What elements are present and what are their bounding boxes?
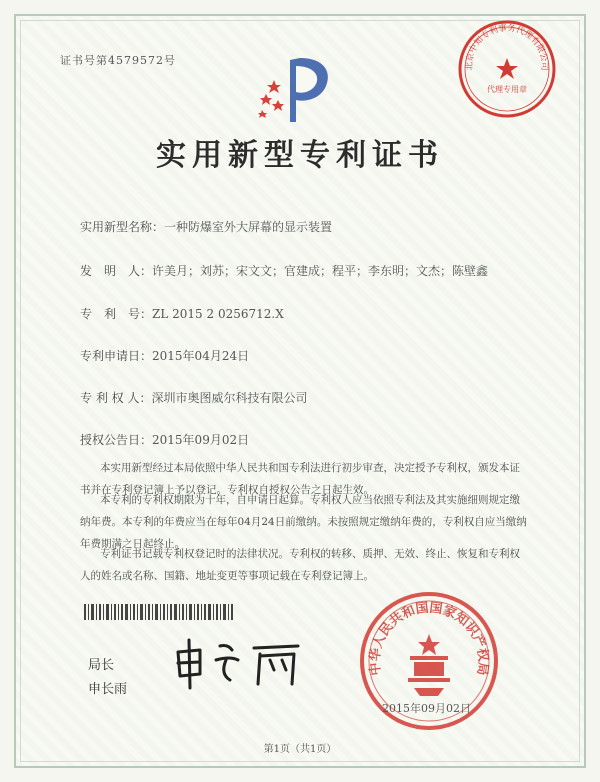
- barcode: [84, 604, 234, 620]
- utility-model-name-row: [80, 218, 332, 235]
- filing-date-value: 2015年04月24日: [152, 349, 250, 363]
- patent-office-logo: [252, 50, 342, 130]
- paragraph-legal-status: 专利证书记载专利权登记时的法律状况。专利权的转移、质押、无效、终止、恢复和专利权人的姓名或名称、国籍、地址变更等事项记载在专利登记簿上。: [80, 548, 520, 582]
- inventor-value: 许美月；刘苏；宋文文；官建成；程平；李东明；文杰；陈壁鑫: [152, 264, 489, 278]
- svg-text:北京中知专利事务代理有限公司: 北京中知专利事务代理有限公司: [464, 23, 550, 71]
- patentee-value: 深圳市奥图威尔科技有限公司: [151, 391, 308, 405]
- page-footer: 第1页（共1页）: [263, 744, 337, 755]
- grant-date-row: [80, 431, 249, 448]
- inventor-row: [80, 262, 488, 279]
- certificate-number: 证书号第4579572号: [60, 54, 176, 67]
- utility-model-name-value: 一种防爆室外大屏幕的显示装置: [164, 220, 333, 234]
- director-name: 申长雨: [88, 682, 128, 697]
- paragraph-term: 本专利的专利权期限为十年，自申请日起算。专利权人应当依照专利法及其实施细则规定缴纳年费。本专利的年费应当在每年04月24日前缴纳。未按照规定缴纳年费的，专利权自应当缴纳年费期满之日起终止。: [80, 494, 527, 550]
- svg-text:中华人民共和国国家知识产权局: 中华人民共和国国家知识产权局: [367, 600, 491, 677]
- inventor-label: 发 明 人：: [80, 264, 153, 278]
- paragraph-grant: 本实用新型经过本局依照中华人民共和国专利法进行初步审查，决定授予专利权，颁发本证书并在专利登记簿上予以登记。专利权自授权公告之日起生效。: [80, 462, 520, 496]
- filing-date-label: 专利申请日：: [80, 349, 153, 363]
- patentee-row: [80, 389, 307, 406]
- filing-date-row: [80, 347, 249, 364]
- utility-model-name-label: 实用新型名称：: [80, 220, 165, 234]
- patent-number-value: ZL 2015 2 0256712.X: [152, 307, 284, 321]
- handwritten-signature: [170, 634, 310, 690]
- certificate-title: 实用新型专利证书: [156, 138, 444, 173]
- patent-number-label: 专 利 号：: [80, 307, 153, 321]
- grant-date-value: 2015年09月02日: [152, 433, 250, 447]
- stamp-date: 2015年09月02日: [382, 702, 471, 715]
- patentee-label: 专 利 权 人：: [80, 391, 152, 405]
- svg-text:代理专用章: 代理专用章: [487, 85, 527, 94]
- agency-seal: [456, 18, 558, 120]
- director-title: 局长: [88, 658, 115, 673]
- grant-date-label: 授权公告日：: [80, 433, 153, 447]
- patent-number-row: [80, 305, 284, 322]
